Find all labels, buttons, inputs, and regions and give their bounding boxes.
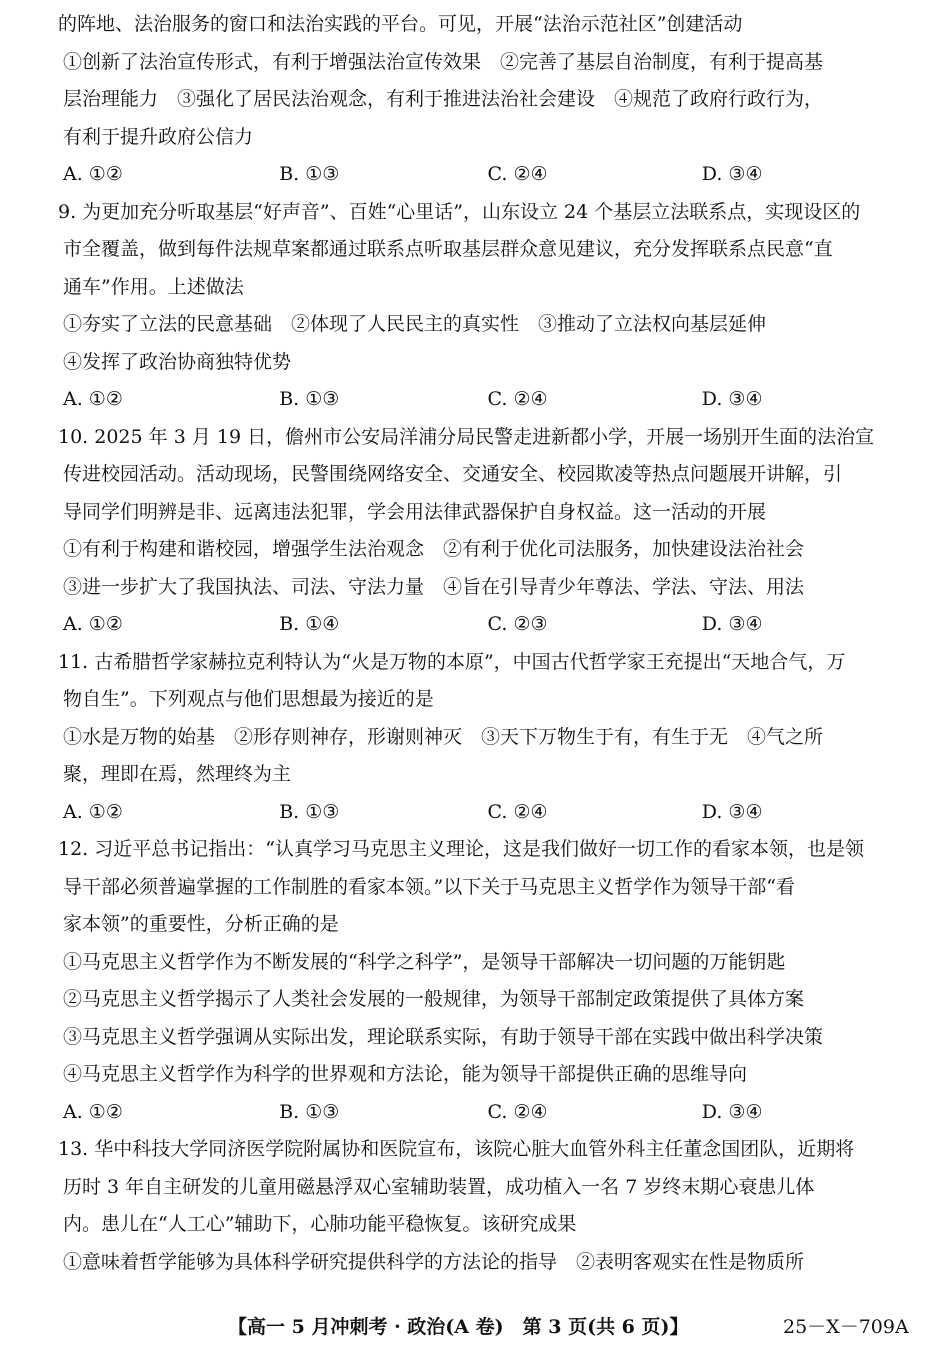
question-13-stem-line: 内。患儿在“人工心”辅助下，心肺功能平稳恢复。该研究成果 xyxy=(63,1213,577,1235)
question-13-stem-line: 13. 华中科技大学同济医学院附属协和医院宣布，该院心脏大血管外科主任董念国团队，近期将 xyxy=(58,1138,855,1160)
question-11-statements-line: 聚，理即在焉，然理终为主 xyxy=(63,763,292,785)
question-11-stem-line: 物自生”。下列观点与他们思想最为接近的是 xyxy=(63,688,434,710)
option-c: C. ②④ xyxy=(487,163,548,185)
question-10-stem-line: 导同学们明辨是非、远离违法犯罪，学会用法律武器保护自身权益。这一活动的开展 xyxy=(63,500,767,523)
question-10 xyxy=(58,419,918,644)
option-b: B. ①③ xyxy=(279,1100,340,1123)
question-9-stem-line: 通车”作用。上述做法 xyxy=(63,275,244,298)
question-9-stem-line: 9. 为更加充分听取基层“好声音”、百姓“心里话”，山东设立 24 个基层立法联系点，实现设区的 xyxy=(58,200,861,223)
question-9-options xyxy=(58,381,918,419)
question-10-statements-line: ③进一步扩大了我国执法、司法、守法力量 ④旨在引导青少年尊法、学法、守法、用法 xyxy=(63,575,805,598)
question-9-statements-line: ①夯实了立法的民意基础 ②体现了人民民主的真实性 ③推动了立法权向基层延伸 xyxy=(63,313,767,335)
footer-page-info: 【高一 5 月冲刺考 · 政治(A 卷) 第 3 页(共 6 页)】 xyxy=(228,1316,689,1338)
question-11-stem-line: 11. 古希腊哲学家赫拉克利特认为“火是万物的本原”，中国古代哲学家王充提出“天地合气，万 xyxy=(58,650,846,673)
question-12-statements-line: ④马克思主义哲学作为科学的世界观和方法论，能为领导干部提供正确的思维导向 xyxy=(63,1063,748,1085)
question-9-stem-line: 市全覆盖，做到每件法规草案都通过联系点听取基层群众意见建议，充分发挥联系点民意“直 xyxy=(63,238,833,260)
option-d: D. ③④ xyxy=(701,613,763,635)
question-10-stem-line: 传进校园活动。活动现场，民警围绕网络安全、交通安全、校园欺凌等热点问题展开讲解，引 xyxy=(63,463,843,485)
question-9-statements-line: ④发挥了政治协商独特优势 xyxy=(63,350,292,373)
question-8-options xyxy=(58,156,918,194)
question-8-statements-line: 层治理能力 ③强化了居民法治观念，有利于推进法治社会建设 ④规范了政府行政行为， xyxy=(63,88,824,110)
question-12-stem-line: 12. 习近平总书记指出：“认真学习马克思主义理论，这是我们做好一切工作的看家本领，也是领 xyxy=(58,838,864,860)
question-8 xyxy=(58,6,918,194)
question-11-statements-line: ①水是万物的始基 ②形存则神存，形谢则神灭 ③天下万物生于有，有生于无 ④气之所 xyxy=(63,725,824,748)
option-b: B. ①③ xyxy=(279,388,340,410)
option-d: D. ③④ xyxy=(701,388,763,410)
option-d: D. ③④ xyxy=(701,800,763,823)
page-content xyxy=(58,6,918,1281)
option-c: C. ②④ xyxy=(487,800,548,823)
question-12-stem-line: 导干部必须普遍掌握的工作制胜的看家本领。”以下关于马克思主义哲学作为领导干部“看 xyxy=(63,875,795,898)
question-10-statements-line: ①有利于构建和谐校园，增强学生法治观念 ②有利于优化司法服务，加快建设法治社会 xyxy=(63,538,805,560)
question-9 xyxy=(58,194,918,419)
option-c: C. ②④ xyxy=(487,1100,548,1123)
option-c: C. ②④ xyxy=(487,388,548,410)
question-11 xyxy=(58,644,918,832)
question-10-options xyxy=(58,606,918,644)
option-a: A. ①② xyxy=(63,1100,123,1123)
question-8-stem-line: 的阵地、法治服务的窗口和法治实践的平台。可见，开展“法治示范社区”创建活动 xyxy=(58,13,743,35)
question-10-stem-line: 10. 2025 年 3 月 19 日，儋州市公安局洋浦分局民警走进新都小学，开展一场别开生面的法治宣 xyxy=(58,425,875,448)
option-b: B. ①③ xyxy=(279,163,340,185)
question-13-statements-line: ①意味着哲学能够为具体科学研究提供科学的方法论的指导 ②表明客观实在性是物质所 xyxy=(63,1250,805,1273)
option-d: D. ③④ xyxy=(701,163,763,185)
question-13-stem-line: 历时 3 年自主研发的儿童用磁悬浮双心室辅助装置，成功植入一名 7 岁终末期心衰患儿体 xyxy=(63,1175,815,1198)
question-12-statements-line: ②马克思主义哲学揭示了人类社会发展的一般规律，为领导干部制定政策提供了具体方案 xyxy=(63,988,805,1010)
question-12-statements-line: ③马克思主义哲学强调从实际出发，理论联系实际，有助于领导干部在实践中做出科学决策 xyxy=(63,1025,824,1048)
option-b: B. ①④ xyxy=(279,613,340,635)
option-d: D. ③④ xyxy=(701,1100,763,1123)
question-11-options xyxy=(58,794,918,832)
option-c: C. ②③ xyxy=(487,613,548,635)
question-8-statements-line: 有利于提升政府公信力 xyxy=(63,125,254,148)
option-a: A. ①② xyxy=(63,613,123,635)
option-a: A. ①② xyxy=(63,163,123,185)
option-a: A. ①② xyxy=(63,800,123,823)
question-13 xyxy=(58,1131,918,1281)
question-12 xyxy=(58,831,918,1131)
question-12-stem-line: 家本领”的重要性，分析正确的是 xyxy=(63,913,339,935)
question-8-statements-line: ①创新了法治宣传形式，有利于增强法治宣传效果 ②完善了基层自治制度，有利于提高基 xyxy=(63,50,824,73)
footer-exam-code: 25－X－709A xyxy=(783,1316,909,1338)
option-a: A. ①② xyxy=(63,388,123,410)
question-12-options xyxy=(58,1094,918,1132)
option-b: B. ①③ xyxy=(279,800,340,823)
question-12-statements-line: ①马克思主义哲学作为不断发展的“科学之科学”，是领导干部解决一切问题的万能钥匙 xyxy=(63,950,786,973)
